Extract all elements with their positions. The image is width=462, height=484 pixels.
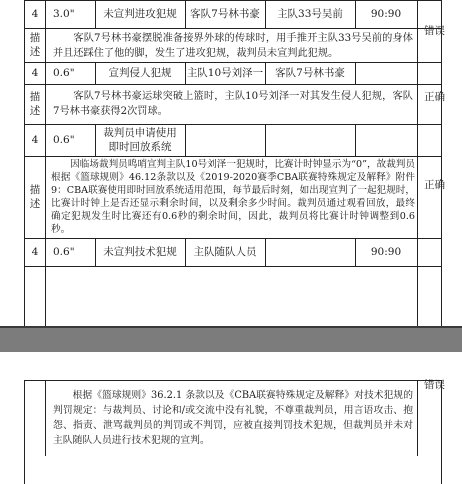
row-4-player: 主队随队人员 — [193, 246, 257, 258]
row-4-time: 0.6" — [53, 246, 75, 258]
page-break-gap — [0, 326, 462, 354]
document-page-bottom — [0, 352, 462, 456]
foul-review-table-continued — [24, 380, 442, 484]
row-3-time: 0.6" — [53, 134, 75, 146]
row-4-number: 4 — [31, 246, 39, 258]
row-2-time: 0.6" — [53, 67, 75, 79]
row-1-foul-type: 未宣判进攻犯规 — [103, 8, 177, 20]
row-1-opponent: 主队33号吴前 — [277, 8, 343, 20]
row-3-description: 因临场裁判员鸣哨宣判主队10号刘泽一犯规时，比赛计时钟显示为“0”，故裁判员根据《篮球规则》46.12条款以及《2019-2020赛季CBA联赛特殊规定及解释》附件9：CBA联赛使用即时回放系统适用范围，每节最后时刻，如出现宣判了一起犯规时，比赛计时钟上是否还显示剩余时间，以及剩余多少时间。裁判员通过观看回放，最终确定犯规发生时比赛还有0.6秒的剩余时间，因此，裁判员将比赛计时钟调整到0.6秒。 — [51, 159, 415, 235]
row-2-player: 主队10号刘泽一 — [186, 67, 264, 79]
row-1-description: 客队7号林书豪摆脱准备接界外球的传球时，用手推开主队33号吴前的身体并且还踩住了他的脚，发生了进攻犯规，裁判员未宣判此犯规。 — [53, 33, 413, 59]
row-3-number: 4 — [31, 134, 39, 146]
row-2-opponent: 客队7号林书豪 — [275, 67, 345, 79]
row-1-description-label: 描述 — [29, 32, 41, 58]
row-2-description-label: 描述 — [29, 91, 41, 117]
row-2-foul-type: 宣判侵人犯规 — [108, 67, 172, 79]
row-4-foul-type: 未宣判技术犯规 — [103, 246, 177, 258]
row-1-time: 3.0" — [53, 8, 75, 20]
row-4-score: 90:90 — [370, 246, 402, 258]
row-2-verdict: 正确 — [424, 91, 445, 103]
row-3-verdict: 正确 — [424, 179, 445, 191]
foul-review-table — [24, 0, 442, 326]
row-4-description: 根据《篮球规则》36.2.1 条款以及《CBA联赛特殊规定及解释》对技术犯规的判罚规定：与裁判员、讨论和/或交流中没有礼貌，不尊重裁判员，用言语攻击、抱怨、指责、泄骂裁判员的判罚或不判罚，应被直接判罚技术犯规，但裁判员并未对主队随队人员进行技术犯规的宣判。 — [53, 390, 413, 446]
row-3-description-label: 描述 — [29, 184, 41, 210]
row-3-foul-type: 裁判员申请使用即时回放系统 — [103, 127, 177, 153]
row-1-score: 90:90 — [370, 8, 402, 20]
row-1-player: 客队7号林书豪 — [190, 8, 260, 20]
row-1-verdict: 错误 — [424, 25, 445, 37]
row-2-number: 4 — [31, 67, 39, 79]
row-2-description: 客队7号林书豪运球突破上篮时，主队10号刘泽一对其发生侵人犯规，客队7号林书豪获得2次罚球。 — [53, 91, 413, 117]
row-4-verdict: 错误 — [424, 379, 445, 391]
row-1-number: 4 — [31, 8, 39, 20]
